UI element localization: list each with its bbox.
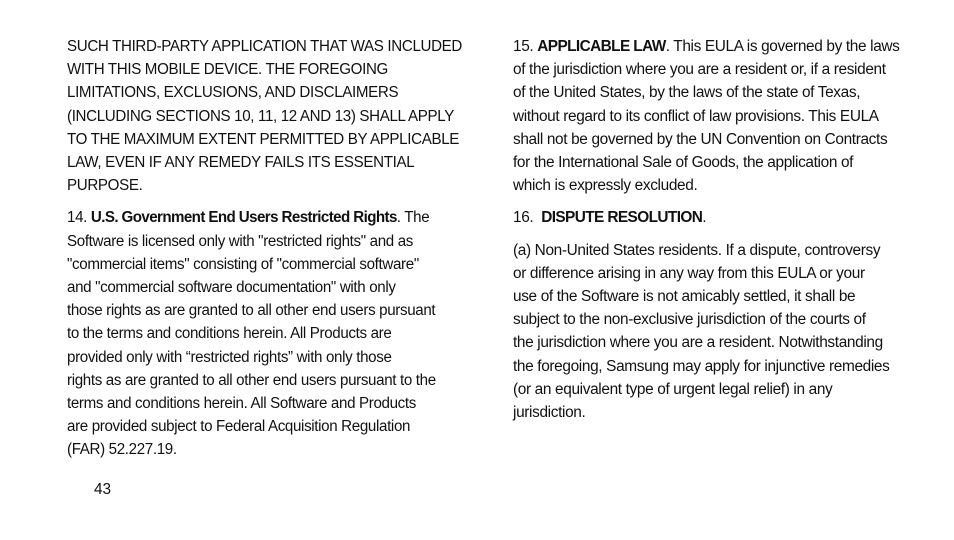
section-14-first-line [67, 206, 460, 229]
text-line: WITH THIS MOBILE DEVICE. THE FOREGOING [67, 61, 388, 79]
text-line: PURPOSE. [67, 177, 143, 195]
text-line: use of the Software is not amicably settled, it shall be [513, 288, 856, 306]
text-line: Software is licensed only with "restricted rights" and as [67, 232, 414, 250]
section-16-number: 16. [513, 209, 542, 227]
section-16-rest: . [702, 209, 707, 227]
text-line: of the jurisdiction where you are a resident or, if a resident [513, 61, 886, 79]
section-14-heading: U.S. Government End Users Restricted Rights [90, 209, 397, 227]
text-line: SUCH THIRD-PARTY APPLICATION THAT WAS INCLUDED [67, 38, 463, 55]
text-line: LIMITATIONS, EXCLUSIONS, AND DISCLAIMERS [67, 84, 399, 102]
text-line: (INCLUDING SECTIONS 10, 11, 12 AND 13) SHALL APPLY [67, 107, 455, 125]
text-line: rights as are granted to all other end users pursuant to the [67, 371, 436, 389]
text-line: (or an equivalent type of urgent legal relief) in any [513, 380, 833, 398]
left-column [67, 35, 463, 471]
text-line: (FAR) 52.227.19. [67, 441, 177, 459]
text-line: without regard to its conflict of law provisions. This EULA [513, 107, 879, 125]
text-line: which is expressly excluded. [513, 177, 698, 195]
disclaimer-continuation-paragraph [67, 35, 463, 197]
text-line: provided only with “restricted rights” with only those [67, 348, 392, 366]
text-line: LAW, EVEN IF ANY REMEDY FAILS ITS ESSENTIAL [67, 154, 415, 172]
section-16a-paragraph [513, 239, 913, 425]
text-line: jurisdiction. [513, 404, 586, 422]
section-15-first-line-rest: . This EULA is governed by the laws [665, 38, 900, 55]
text-line: TO THE MAXIMUM EXTENT PERMITTED BY APPLICABLE [67, 130, 460, 148]
section-15-paragraph [513, 35, 913, 197]
page-number: 43 [94, 481, 112, 498]
text-line: "commercial items" consisting of "commercial software" [67, 255, 419, 273]
text-line: shall not be governed by the UN Convention on Contracts [513, 130, 888, 148]
section-15-number: 15. [513, 38, 538, 55]
text-line: the foregoing, Samsung may apply for injunctive remedies [513, 357, 890, 375]
text-line: the jurisdiction where you are a resident. Notwithstanding [513, 334, 883, 352]
section-16-heading: DISPUTE RESOLUTION [541, 209, 703, 227]
text-line: subject to the non-exclusive jurisdiction of the courts of [513, 311, 866, 329]
text-line: and "commercial software documentation" with only [67, 279, 396, 297]
text-line: for the International Sale of Goods, the application of [513, 154, 854, 172]
text-line: those rights as are granted to all other end users pursuant [67, 302, 436, 320]
right-column [513, 35, 913, 433]
section-14-number: 14. [67, 209, 91, 227]
section-14-paragraph [67, 206, 460, 461]
text-line: are provided subject to Federal Acquisition Regulation [67, 418, 411, 436]
text-line: or difference arising in any way from this EULA or your [513, 264, 865, 282]
section-15-first-line [513, 35, 913, 58]
section-16-line [513, 206, 913, 229]
section-16-heading-paragraph [513, 206, 913, 229]
text-line: terms and conditions herein. All Software and Products [67, 395, 416, 413]
text-line: to the terms and conditions herein. All Products are [67, 325, 392, 343]
section-14-first-line-rest: . The [396, 209, 430, 227]
text-line: of the United States, by the laws of the state of Texas, [513, 84, 861, 102]
text-line: (a) Non-United States residents. If a dispute, controversy [513, 241, 881, 259]
section-15-heading: APPLICABLE LAW [537, 38, 666, 55]
